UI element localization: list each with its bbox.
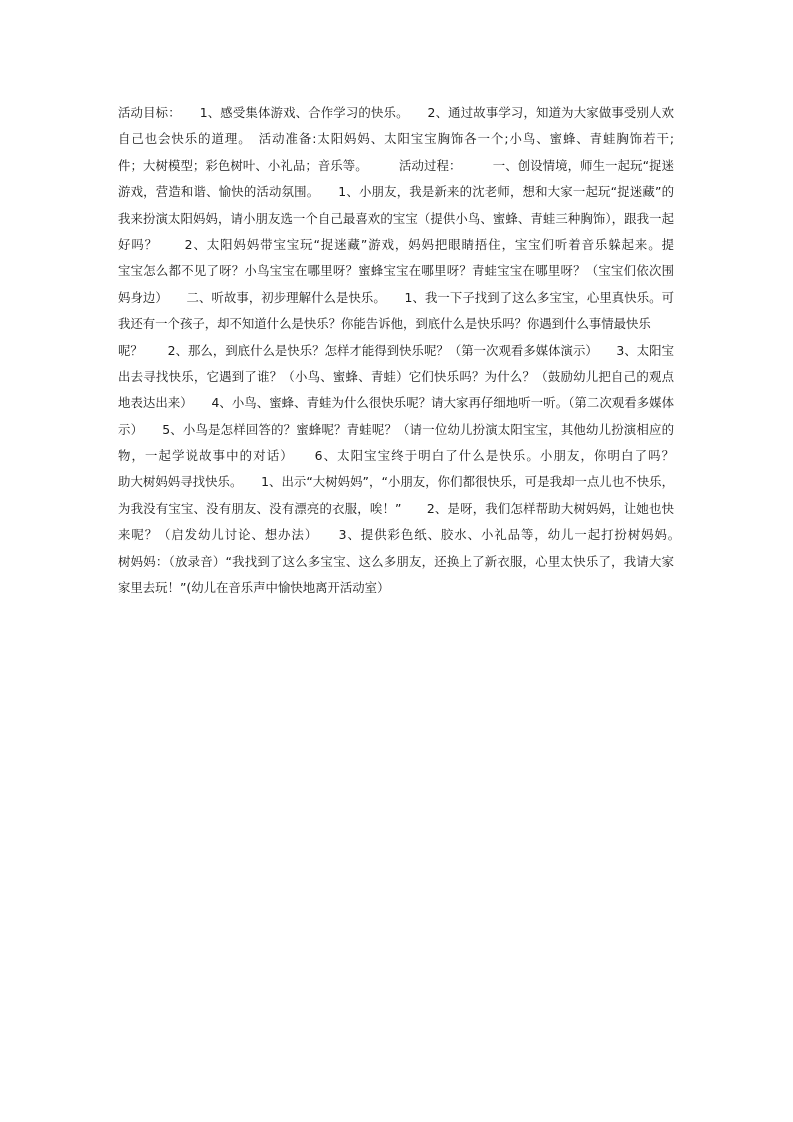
text-line: 我来扮演太阳妈妈，请小朋友选一个自己最喜欢的宝宝（提供小鸟、蜜蜂、青蛙三种胸饰），跟我一起: [118, 210, 674, 226]
text-line: 助大树妈妈寻找快乐。 1、出示“大树妈妈”，“小朋友，你们都很快乐，可是我却一点儿也不快乐，: [118, 474, 674, 490]
text-line: 为我没有宝宝、没有朋友、没有漂亮的衣服，唉！” 2、是呀，我们怎样帮助大树妈妈，让她也快: [118, 500, 674, 516]
text-line: 树妈妈：（放录音）“我找到了这么多宝宝、这么多朋友，还换上了新衣服，心里太快乐了，我请大家: [118, 553, 674, 569]
text-line: 呢？ 2、那么，到底什么是快乐？怎样才能得到快乐呢？（第一次观看多媒体演示） 3、太阳宝: [118, 342, 674, 358]
text-line: 件；大树模型；彩色树叶、小礼品；音乐等。 活动过程： 一、创设情境，师生一起玩“捉迷: [118, 157, 674, 173]
document-body: [118, 100, 674, 601]
text-line: 地表达出来） 4、小鸟、蜜蜂、青蛙为什么很快乐呢？请大家再仔细地听一听。（第二次观看多媒体: [118, 395, 674, 411]
text-line: 我还有一个孩子，却不知道什么是快乐？你能告诉他，到底什么是快乐吗？你遇到什么事情最快乐: [118, 316, 651, 332]
text-line: 示） 5、小鸟是怎样回答的？蜜蜂呢？青蛙呢？（请一位幼儿扮演太阳宝宝，其他幼儿扮演相应的: [118, 421, 674, 437]
text-line: 妈身边） 二、听故事，初步理解什么是快乐。 1、我一下子找到了这么多宝宝，心里真快乐。可: [118, 289, 674, 305]
text-line: 宝宝怎么都不见了呀？小鸟宝宝在哪里呀？蜜蜂宝宝在哪里呀？青蛙宝宝在哪里呀？（宝宝们依次围: [118, 263, 674, 279]
text-line: 物，一起学说故事中的对话） 6、太阳宝宝终于明白了什么是快乐。小朋友，你明白了吗？: [118, 448, 674, 464]
text-line: 家里去玩！”(幼儿在音乐声中愉快地离开活动室）: [118, 580, 390, 596]
text-line: 来呢？（启发幼儿讨论、想办法） 3、提供彩色纸、胶水、小礼品等，幼儿一起打扮树妈妈。: [118, 527, 674, 543]
text-line: 游戏，营造和谐、愉快的活动氛围。 1、小朋友，我是新来的沈老师，想和大家一起玩“捉迷藏”的: [118, 184, 674, 200]
text-line: 好吗？ 2、太阳妈妈带宝宝玩“捉迷藏”游戏，妈妈把眼睛捂住，宝宝们听着音乐躲起来。提: [118, 236, 674, 252]
text-line: 自己也会快乐的道理。 活动准备:太阳妈妈、太阳宝宝胸饰各一个;小鸟、蜜蜂、青蛙胸饰若干;: [118, 131, 674, 147]
text-line: 活动目标： 1、感受集体游戏、合作学习的快乐。 2、通过故事学习，知道为大家做事受别人欢: [118, 105, 674, 120]
text-line: 出去寻找快乐，它遇到了谁？（小鸟、蜜蜂、青蛙）它们快乐吗？为什么？（鼓励幼儿把自己的观点: [118, 368, 674, 384]
